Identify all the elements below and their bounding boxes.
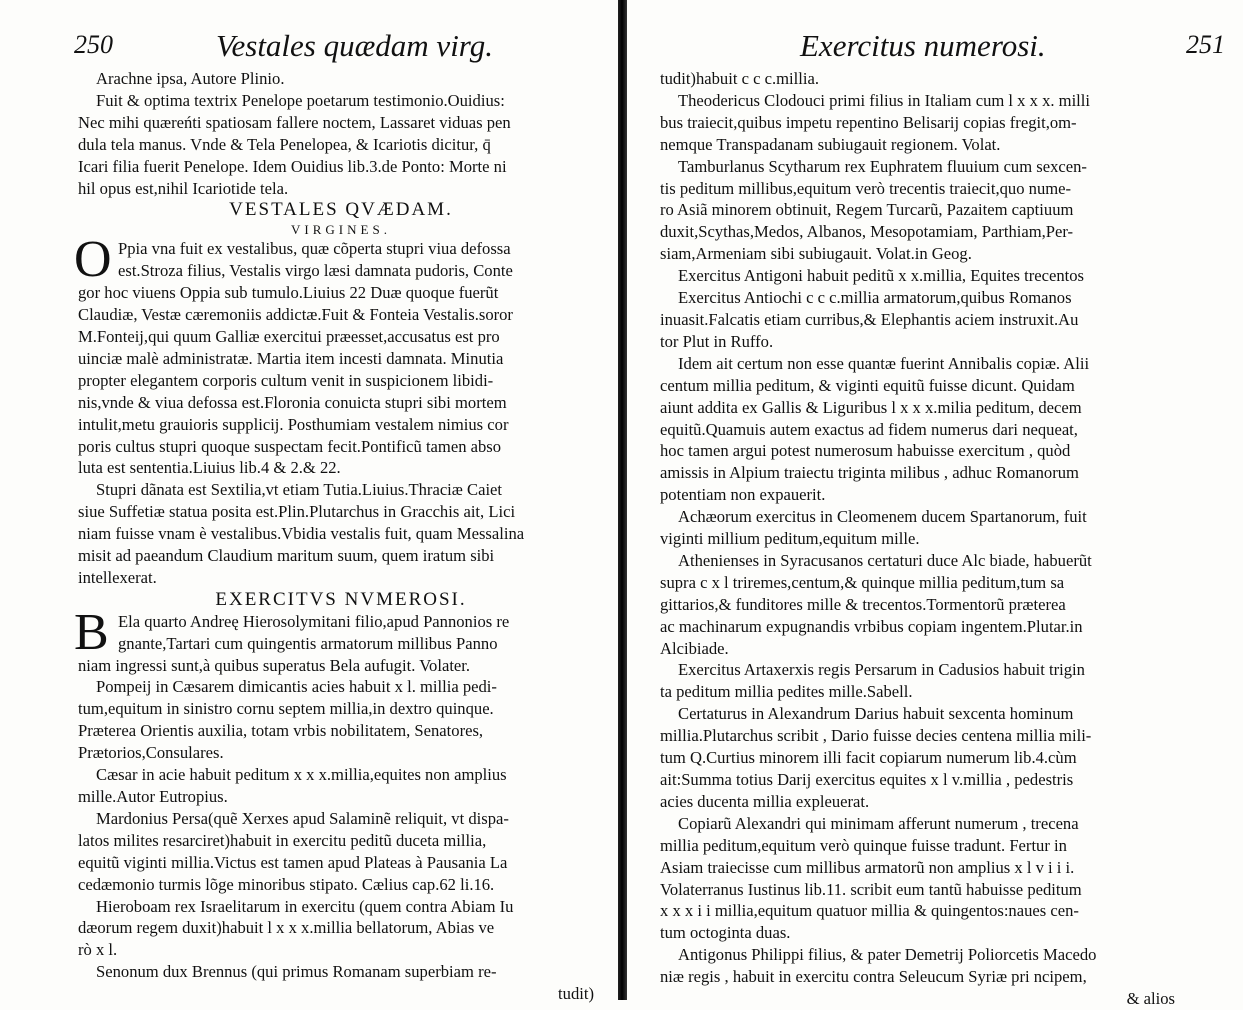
text-line: hil opus est,nihil Icariotide tela. xyxy=(78,178,289,198)
text-line: Copiarũ Alexandri qui minimam afferunt numerum , trecena xyxy=(678,813,1079,833)
text-line: intulit,metu grauioris supplicij. Posthumiam vestalem nimius cor xyxy=(78,414,509,434)
text-line: Antigonus Philippi filius, & pater Demetrij Poliorcetis Macedo xyxy=(678,945,1097,965)
text-line: uinciæ malè administratæ. Martia item incesti damnata. Minutia xyxy=(78,348,504,368)
text-line: Certaturus in Alexandrum Darius habuit sexcenta hominum xyxy=(678,704,1074,724)
text-line: Senonum dux Brennus (qui primus Romanam superbiam re- xyxy=(96,962,497,982)
left-page xyxy=(0,0,620,1004)
right-running-title: Exercitus numerosi. xyxy=(800,28,1046,63)
text-line: hoc tamen argui potest numerosum habuisse exercitum , quòd xyxy=(660,441,1071,461)
text-line: rò x l. xyxy=(78,940,118,960)
right-running-head xyxy=(660,28,1225,68)
right-text-block xyxy=(660,68,1185,1010)
text-line: Achæorum exercitus in Cleomenem ducem Spartanorum, fuit xyxy=(678,507,1087,527)
text-line: Pompeij in Cæsarem dimicantis acies habuit x l. millia pedi- xyxy=(96,677,497,697)
text-line: acies ducenta millia expleuerat. xyxy=(660,791,870,811)
text-line: tum octoginta duas. xyxy=(660,923,791,943)
text-line: Ppia vna fuit ex vestalibus, quæ cõperta stupri viua defossa xyxy=(118,239,511,259)
text-line: Tamburlanus Scytharum rex Euphratem fluuium cum sexcen- xyxy=(678,156,1087,176)
text-line: latos milites resarciret)habuit in exercitu peditũ duceta millia, xyxy=(78,830,487,850)
text-line: tor Plut in Ruffo. xyxy=(660,331,774,351)
text-line: intellexerat. xyxy=(78,567,157,587)
text-line: Præterea Orientis auxilia, totam vrbis nobilitatem, Senatores, xyxy=(78,721,484,741)
section-heading-vestales: VESTALES QVÆDAM. xyxy=(229,199,453,221)
text-line: Asiam traiecisse cum millibus armatorũ non amplius x l v i i i. xyxy=(660,857,1075,877)
dropcap-paragraph xyxy=(74,231,604,289)
text-line: niæ regis , habuit in exercitu contra Seleucum Syriæ pri ncipem, xyxy=(660,967,1087,987)
catchword: & alios xyxy=(1126,989,1175,1009)
text-line: Prætorios,Consulares. xyxy=(78,743,224,763)
section-subheading-virgines: VIRGINES. xyxy=(291,222,391,238)
text-line: tis peditum millibus,equitum verò trecentis traiecit,quo nume- xyxy=(660,178,1072,198)
text-line: Icari filia fuerit Penelope. Idem Ouidius lib.3.de Ponto: Morte ni xyxy=(78,156,507,176)
text-line: luta est sententia.Liuius lib.4 & 2.& 22. xyxy=(78,458,341,478)
text-line: supra c x l triremes,centum,& quinque millia peditum,tum sa xyxy=(660,572,1065,592)
text-line: Alcibiade. xyxy=(660,638,729,658)
text-line: gittarios,& funditores mille & trecentos.Tormentorũ præterea xyxy=(660,594,1066,614)
text-line: ac machinarum expugnandis vrbibus copiam ingentem.Plutar.in xyxy=(660,616,1083,636)
drop-cap-letter: O xyxy=(74,231,112,289)
text-line: cedæmonio turmis lõge minoribus stipato. Cælius cap.62 li.16. xyxy=(78,874,495,894)
text-line: viginti millium peditum,equitum mille. xyxy=(660,529,920,549)
text-line: tum Q.Curtius minorem illi facit copiarum numerum lib.4.cùm xyxy=(660,748,1077,768)
text-line: Mardonius Persa(quẽ Xerxes apud Salaminẽ reliquit, vt dispa- xyxy=(96,808,509,828)
text-line: mille.Autor Eutropius. xyxy=(78,787,228,806)
text-line: Cæsar in acie habuit peditum x x x.millia,equites non amplius xyxy=(96,765,507,785)
text-line: Volaterranus Iustinus lib.11. scribit eum tantũ habuisse peditum xyxy=(660,879,1082,899)
text-line: tum,equitum in sinistro cornu septem millia,in dextro quinque. xyxy=(78,699,494,719)
text-line: Exercitus Artaxerxis regis Persarum in Cadusios habuit trigin xyxy=(678,660,1085,680)
text-line: gnante,Tartari cum quingentis armatorum millibus Panno xyxy=(118,633,498,653)
text-line: niam fuisse vnam è vestalibus.Vbidia vestalis fuit, quam Messalina xyxy=(78,524,525,544)
text-line: est.Stroza filius, Vestalis virgo læsi damnata pudoris, Conte xyxy=(118,261,513,281)
text-line: dæorum regem duxit)habuit l x x x.millia bellatorum, Abias ve xyxy=(78,918,495,938)
text-line: Ela quarto Andreę Hierosolymitani filio,apud Pannonios re xyxy=(118,611,510,631)
text-line: ro Asiã minorem obtinuit, Regem Turcarũ, Pazaitem captiuum xyxy=(660,200,1074,220)
text-line: Hieroboam rex Israelitarum in exercitu (quem contra Abiam Iu xyxy=(96,896,514,916)
right-page xyxy=(630,0,1243,1009)
text-line: equitũ viginti millia.Victus est tamen apud Plateas à Pausania La xyxy=(78,852,508,872)
text-line: x x x i i millia,equitum quatuor millia & quingentos:naues cen- xyxy=(660,901,1079,921)
text-line: Claudiæ, Vestæ cæremoniis addictæ.Fuit & Fonteia Vestalis.soror xyxy=(78,305,513,325)
text-line: aiunt addita ex Gallis & Liguribus l x x x.milia peditum, decem xyxy=(660,397,1082,417)
text-line: Athenienses in Syracusanos certaturi duce Alc biade, habuerũt xyxy=(678,550,1092,570)
text-line: ta peditum millia pedites mille.Sabell. xyxy=(660,682,913,702)
text-line: centum millia peditum, & viginti equitũ fuisse dicunt. Quidam xyxy=(660,375,1075,395)
left-running-head xyxy=(74,28,604,68)
text-line: amissis in Alpium traiectu triginta milibus , adhuc Romanorum xyxy=(660,463,1079,483)
text-line: dula tela manus. Vnde & Tela Penelopea, & Icariotis dicitur, q̄ xyxy=(78,134,491,154)
text-line: Theodericus Clodouci primi filius in Italiam cum l x x x. milli xyxy=(678,90,1091,110)
left-text-block xyxy=(74,68,604,1005)
text-line: misit ad paeandum Claudium maritum suum, quem iratum sibi xyxy=(78,546,495,566)
text-line: inuasit.Falcatis etiam curribus,& Elephantis aciem instruxit.Au xyxy=(660,309,1079,329)
text-line: Exercitus Antiochi c c c.millia armatorum,quibus Romanos xyxy=(678,288,1072,308)
text-line: millia.Plutarchus scribit , Dario fuisse decies centena millia mili- xyxy=(660,726,1092,746)
right-page-number: 251 xyxy=(1186,30,1225,59)
text-line: millia peditum,equitum verò quinque fuisse tradunt. Fertur in xyxy=(660,835,1067,855)
text-line: bus traiecit,quibus impetu repentino Belisarij copias fregit,om- xyxy=(660,112,1077,132)
text-line: Exercitus Antigoni habuit peditũ x x.millia, Equites trecentos xyxy=(678,266,1085,286)
text-line: gor hoc viuens Oppia sub tumulo.Liuius 22 Duæ quoque fuerũt xyxy=(78,283,499,303)
dropcap-paragraph xyxy=(74,603,604,661)
text-line: niam ingressi sunt,à quibus superatus Bela aufugit. Volater. xyxy=(78,655,471,675)
text-line: poris cultus stupri quoque suspectam fecit.Pontificũ tamen abso xyxy=(78,436,502,456)
section-heading-exercitus: EXERCITVS NVMEROSI. xyxy=(215,588,467,610)
text-line: ait:Summa totius Darij exercitus equites x l v.millia , pedestris xyxy=(660,770,1074,789)
text-line: tudit)habuit c c c.millia. xyxy=(660,69,819,88)
left-page-number: 250 xyxy=(74,30,113,59)
text-line: Idem ait certum non esse quantæ fuerint Annibalis copiæ. Alii xyxy=(678,353,1090,373)
text-line: propter elegantem corporis cultum venit in suspicionem libidi- xyxy=(78,370,494,390)
text-line: siam,Armeniam sibi subiugauit. Volat.in Geog. xyxy=(660,244,972,264)
text-line: M.Fonteij,qui quum Galliæ exercitui præesset,accusatus est pro xyxy=(78,326,500,346)
text-line: nemque Transpadanam subiugauit regionem. Volat. xyxy=(660,134,1001,154)
book-gutter xyxy=(618,0,627,1000)
text-line: potentiam non expauerit. xyxy=(660,485,826,505)
text-line: siue Suffetiæ statua posita est.Plin.Plutarchus in Gracchis ait, Lici xyxy=(78,502,516,522)
text-line: equitũ.Quamuis autem exactus ad fidem numerus dari nequeat, xyxy=(660,419,1078,439)
text-line: Stupri dãnata est Sextilia,vt etiam Tutia.Liuius.Thraciæ Caiet xyxy=(96,480,503,500)
left-running-title: Vestales quædam virg. xyxy=(216,28,493,63)
text-line: duxit,Scythas,Medos, Albanos, Mesopotamiam, Parthiam,Per- xyxy=(660,222,1074,242)
text-line: nis,vnde & viua defossa est.Floronia conuicta stupri sibi mortem xyxy=(78,392,507,412)
catchword: tudit) xyxy=(558,984,594,1004)
text-line: Nec mihi quæreńti spatiosam fallere noctem, Lassaret viduas pen xyxy=(78,112,511,132)
drop-cap-letter: B xyxy=(74,603,109,661)
text-line: Fuit & optima textrix Penelope poetarum testimonio.Ouidius: xyxy=(96,90,505,110)
text-line: Arachne ipsa, Autore Plinio. xyxy=(96,69,285,88)
